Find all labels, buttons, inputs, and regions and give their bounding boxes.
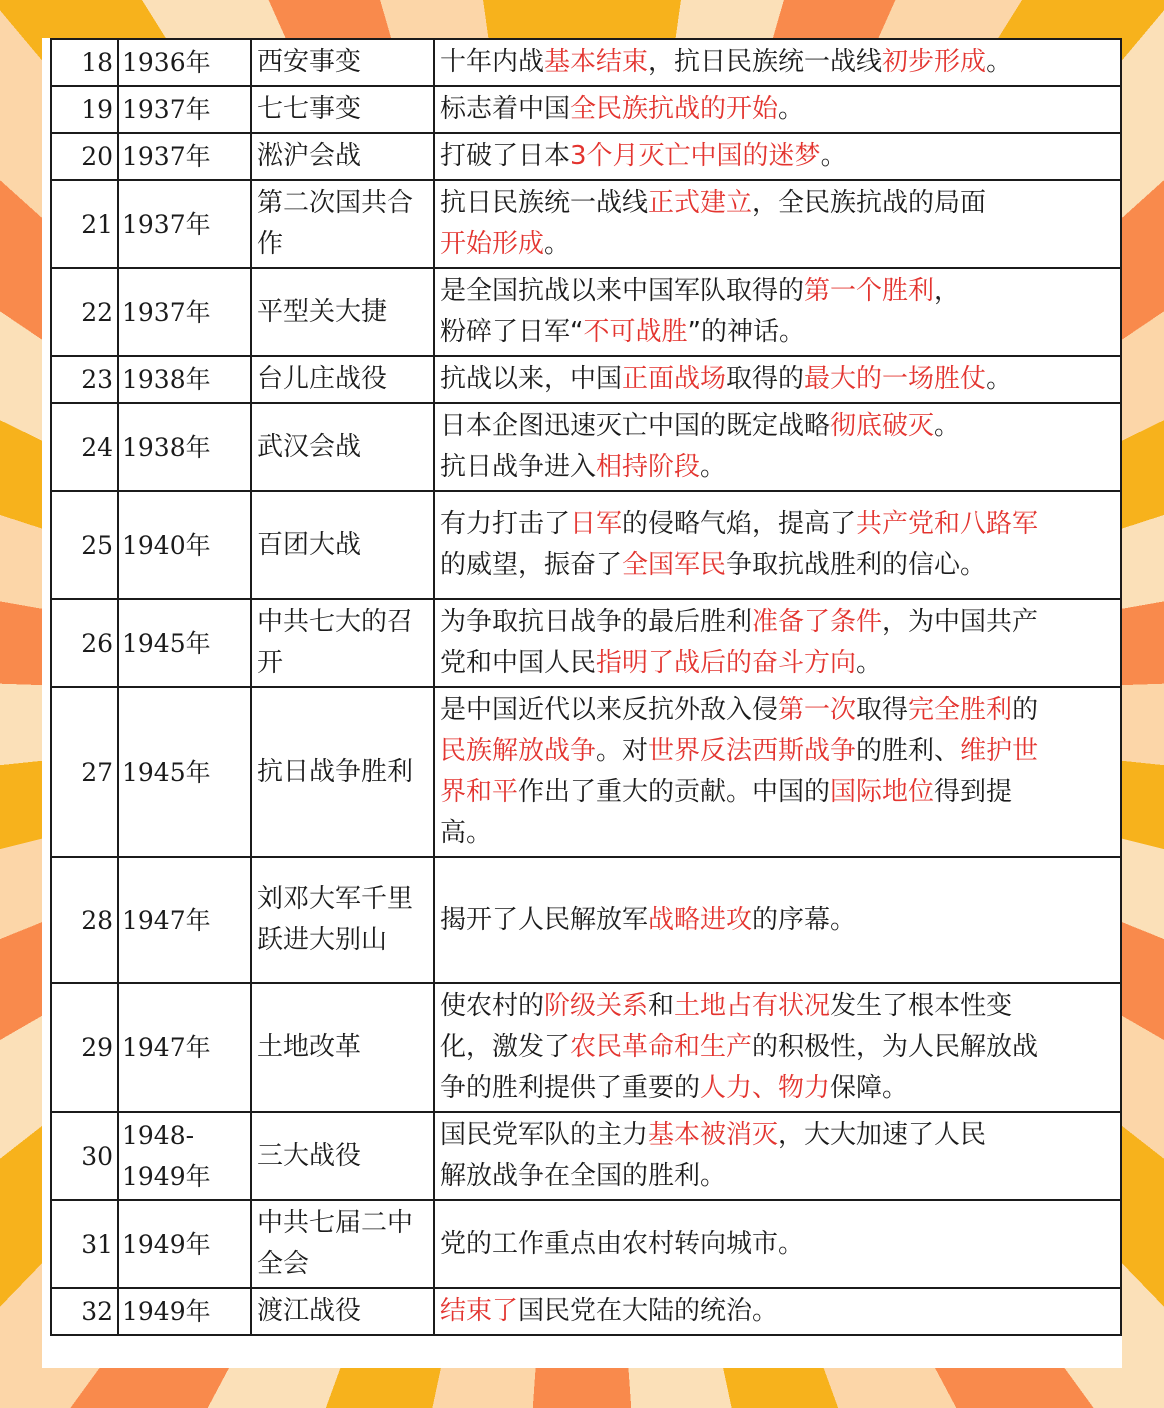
table-row xyxy=(51,180,1121,268)
table-row xyxy=(51,983,1121,1112)
row-year: 1949年 xyxy=(118,1288,251,1335)
row-significance xyxy=(434,86,1121,133)
highlight-text: 不可战胜 xyxy=(583,317,688,347)
highlight-text: 初步形成 xyxy=(882,47,987,77)
row-year: 1945年 xyxy=(118,599,251,687)
row-number: 21 xyxy=(51,180,118,268)
plain-text: 。 xyxy=(700,452,727,482)
row-significance xyxy=(434,857,1121,983)
row-year: 1936年 xyxy=(118,39,251,86)
highlight-text: 战略进攻 xyxy=(648,904,753,935)
row-number: 25 xyxy=(51,491,118,599)
highlight-text: 3个月灭亡中国的迷梦 xyxy=(570,141,821,171)
row-significance xyxy=(434,1288,1121,1335)
row-event: 渡江战役 xyxy=(251,1288,434,1335)
plain-text: 党的工作重点由农村转向城市。 xyxy=(440,1228,805,1259)
plain-text: 争取抗战胜利的信心。 xyxy=(726,550,987,580)
plain-text: 高。 xyxy=(440,818,493,848)
highlight-text: 界和平 xyxy=(440,777,519,807)
plain-text: 十年内战 xyxy=(440,47,545,77)
table-row xyxy=(51,1288,1121,1335)
row-year: 1949年 xyxy=(118,1200,251,1288)
row-event: 台儿庄战役 xyxy=(251,356,434,403)
plain-text: 抗战以来，中国 xyxy=(440,364,623,394)
row-significance xyxy=(434,983,1121,1112)
highlight-text: 维护世 xyxy=(960,736,1039,766)
plain-text: 的侵略气焰，提高了 xyxy=(622,509,857,539)
highlight-text: 开始形成 xyxy=(440,229,545,259)
row-significance xyxy=(434,133,1121,180)
row-year: 1947年 xyxy=(118,857,251,983)
plain-text: 。 xyxy=(986,364,1013,394)
plain-text: 的威望，振奋了 xyxy=(440,550,623,580)
plain-text: 的积极性，为人民解放战 xyxy=(752,1032,1039,1062)
plain-text: 。 xyxy=(986,47,1013,77)
plain-text: 。 xyxy=(934,411,961,441)
row-event: 抗日战争胜利 xyxy=(251,687,434,857)
row-number: 30 xyxy=(51,1112,118,1200)
plain-text: 。 xyxy=(544,229,571,259)
highlight-text: 农民革命和生产 xyxy=(570,1032,753,1062)
row-event: 中共七大的召开 xyxy=(251,599,434,687)
table-card xyxy=(42,38,1122,1368)
row-significance xyxy=(434,491,1121,599)
plain-text: 标志着中国 xyxy=(440,94,571,124)
table-row xyxy=(51,857,1121,983)
row-significance xyxy=(434,1112,1121,1200)
row-year: 1940年 xyxy=(118,491,251,599)
plain-text: 抗日民族统一战线 xyxy=(440,188,649,218)
plain-text: 和 xyxy=(648,991,675,1021)
plain-text: 党和中国人民 xyxy=(440,648,597,678)
row-number: 28 xyxy=(51,857,118,983)
plain-text: 国民党军队的主力 xyxy=(440,1120,649,1150)
highlight-text: 日军 xyxy=(570,509,623,539)
table-row xyxy=(51,268,1121,356)
row-year: 1938年 xyxy=(118,403,251,491)
row-significance xyxy=(434,599,1121,687)
highlight-text: 彻底破灭 xyxy=(830,411,935,441)
table-row xyxy=(51,687,1121,857)
highlight-text: 全民族抗战的开始 xyxy=(570,94,779,124)
table-row xyxy=(51,39,1121,86)
highlight-text: 国际地位 xyxy=(830,777,935,807)
row-event: 平型关大捷 xyxy=(251,268,434,356)
plain-text: 。对 xyxy=(596,736,649,766)
plain-text: 国民党在大陆的统治。 xyxy=(518,1296,779,1326)
plain-text: 作出了重大的贡献。中国的 xyxy=(518,777,831,807)
highlight-text: 指明了战后的奋斗方向 xyxy=(596,648,857,678)
table-row xyxy=(51,1200,1121,1288)
plain-text: ，为中国共产 xyxy=(882,607,1039,637)
plain-text: 取得 xyxy=(856,695,909,725)
plain-text: 粉碎了日军“ xyxy=(440,317,584,347)
row-event: 淞沪会战 xyxy=(251,133,434,180)
highlight-text: 人力、物力 xyxy=(700,1073,831,1103)
row-significance xyxy=(434,1200,1121,1288)
row-year: 1937年 xyxy=(118,86,251,133)
highlight-text: 结束了 xyxy=(440,1296,519,1326)
highlight-text: 土地占有状况 xyxy=(674,991,831,1021)
plain-text: 打破了日本 xyxy=(440,141,571,171)
table-row xyxy=(51,1112,1121,1200)
row-number: 24 xyxy=(51,403,118,491)
row-year: 1937年 xyxy=(118,133,251,180)
plain-text: 的 xyxy=(1012,695,1039,725)
row-event: 百团大战 xyxy=(251,491,434,599)
row-event: 七七事变 xyxy=(251,86,434,133)
plain-text: 得到提 xyxy=(934,777,1013,807)
row-event: 中共七届二中全会 xyxy=(251,1200,434,1288)
plain-text: 抗日战争进入 xyxy=(440,452,597,482)
plain-text: ，全民族抗战的局面 xyxy=(752,188,987,218)
row-significance xyxy=(434,356,1121,403)
row-number: 20 xyxy=(51,133,118,180)
row-year: 1947年 xyxy=(118,983,251,1112)
plain-text: 解放战争在全国的胜利。 xyxy=(440,1161,727,1191)
highlight-text: 第一个胜利 xyxy=(804,276,935,306)
plain-text: 取得的 xyxy=(726,364,805,394)
plain-text: 保障。 xyxy=(830,1073,909,1103)
row-number: 32 xyxy=(51,1288,118,1335)
row-significance xyxy=(434,403,1121,491)
table-row xyxy=(51,133,1121,180)
row-event: 西安事变 xyxy=(251,39,434,86)
row-number: 31 xyxy=(51,1200,118,1288)
plain-text: 的序幕。 xyxy=(752,904,857,935)
table-row xyxy=(51,86,1121,133)
highlight-text: 民族解放战争 xyxy=(440,736,597,766)
plain-text: ，抗日民族统一战线 xyxy=(648,47,883,77)
row-year: 1938年 xyxy=(118,356,251,403)
row-significance xyxy=(434,268,1121,356)
row-significance xyxy=(434,687,1121,857)
history-events-table xyxy=(50,38,1122,1336)
plain-text: 是全国抗战以来中国军队取得的 xyxy=(440,276,805,306)
plain-text: 。 xyxy=(778,94,805,124)
plain-text: 争的胜利提供了重要的 xyxy=(440,1073,701,1103)
row-event: 第二次国共合作 xyxy=(251,180,434,268)
plain-text: 的胜利、 xyxy=(856,736,961,766)
plain-text: ， xyxy=(934,276,961,306)
table-row xyxy=(51,491,1121,599)
row-event: 土地改革 xyxy=(251,983,434,1112)
plain-text: 化，激发了 xyxy=(440,1032,571,1062)
plain-text: 是中国近代以来反抗外敌入侵 xyxy=(440,695,779,725)
plain-text: 。 xyxy=(856,648,883,678)
row-significance xyxy=(434,39,1121,86)
table-row xyxy=(51,356,1121,403)
highlight-text: 最大的一场胜仗 xyxy=(804,364,987,394)
row-number: 29 xyxy=(51,983,118,1112)
table-row xyxy=(51,599,1121,687)
row-number: 26 xyxy=(51,599,118,687)
plain-text: 发生了根本性变 xyxy=(830,991,1013,1021)
plain-text: 。 xyxy=(820,141,847,171)
row-event: 三大战役 xyxy=(251,1112,434,1200)
highlight-text: 相持阶段 xyxy=(596,452,701,482)
plain-text: 为争取抗日战争的最后胜利 xyxy=(440,607,753,637)
plain-text: 使农村的 xyxy=(440,991,545,1021)
row-event: 武汉会战 xyxy=(251,403,434,491)
highlight-text: 完全胜利 xyxy=(908,695,1013,725)
highlight-text: 世界反法西斯战争 xyxy=(648,736,857,766)
highlight-text: 准备了条件 xyxy=(752,607,883,637)
row-number: 18 xyxy=(51,39,118,86)
row-number: 22 xyxy=(51,268,118,356)
row-year: 1948-1949年 xyxy=(118,1112,251,1200)
highlight-text: 共产党和八路军 xyxy=(856,509,1039,539)
table-body xyxy=(51,39,1121,1335)
row-event: 刘邓大军千里跃进大别山 xyxy=(251,857,434,983)
highlight-text: 正式建立 xyxy=(648,188,753,218)
highlight-text: 正面战场 xyxy=(622,364,727,394)
row-year: 1937年 xyxy=(118,180,251,268)
row-year: 1937年 xyxy=(118,268,251,356)
row-significance xyxy=(434,180,1121,268)
row-number: 23 xyxy=(51,356,118,403)
highlight-text: 阶级关系 xyxy=(544,991,649,1021)
row-number: 27 xyxy=(51,687,118,857)
plain-text: 有力打击了 xyxy=(440,509,571,539)
plain-text: ，大大加速了人民 xyxy=(778,1120,987,1150)
highlight-text: 基本结束 xyxy=(544,47,649,77)
row-year: 1945年 xyxy=(118,687,251,857)
highlight-text: 基本被消灭 xyxy=(648,1120,779,1150)
row-number: 19 xyxy=(51,86,118,133)
plain-text: 日本企图迅速灭亡中国的既定战略 xyxy=(440,411,831,441)
table-row xyxy=(51,403,1121,491)
plain-text: 揭开了人民解放军 xyxy=(440,904,649,935)
highlight-text: 全国军民 xyxy=(622,550,727,580)
highlight-text: 第一次 xyxy=(778,695,857,725)
plain-text: ”的神话。 xyxy=(687,317,805,347)
